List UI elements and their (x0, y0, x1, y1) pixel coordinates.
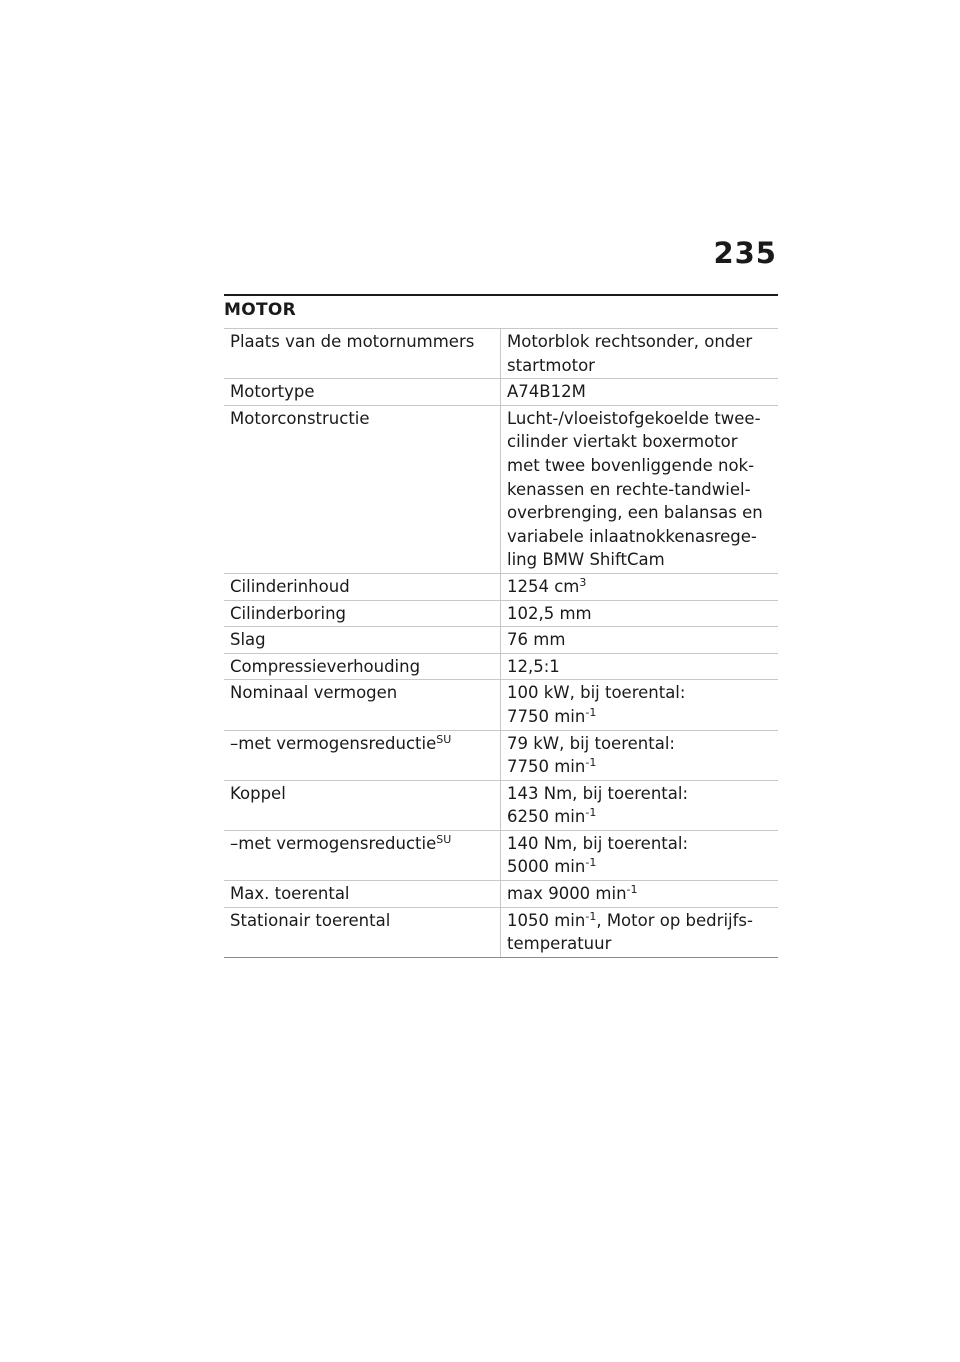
spec-table (224, 328, 778, 958)
row-value: Lucht-/vloeistofgekoelde twee- cilinder viertakt boxermotor met twee bovenliggende nok- kenassen en rechte-tandwiel- overbrenging, een balansas en variabele inlaatnokkenasrege- ling BMW ShiftCam (501, 405, 779, 573)
row-value: 143 Nm, bij toerental: 6250 $\min^{-1}$ (501, 780, 779, 830)
table-row (224, 907, 778, 957)
row-label: –met vermogensreductie$^{SU}$ (224, 730, 501, 780)
row-label: Slag (224, 627, 501, 654)
table-row (224, 329, 778, 379)
row-value: 76 mm (501, 627, 779, 654)
section-title: MOTOR (224, 300, 297, 320)
value-superscript: 3 (579, 575, 587, 589)
row-value: A74B12M (501, 379, 779, 406)
value-superscript: -1 (585, 705, 597, 719)
row-value: 1050 $\min^{-1}$, Motor op bedrijfs- temperatuur (501, 907, 779, 957)
row-value: 12,5:1 (501, 653, 779, 680)
row-value: max 9000 $\min^{-1}$ (501, 881, 779, 908)
table-row (224, 627, 778, 654)
row-label: –met vermogensreductie$^{SU}$ (224, 830, 501, 880)
table-row (224, 379, 778, 406)
table-row (224, 881, 778, 908)
row-label: Plaats van de motornummers (224, 329, 501, 379)
value-superscript: -1 (585, 856, 597, 870)
table-row (224, 600, 778, 627)
table-row (224, 780, 778, 830)
value-superscript: -1 (585, 806, 597, 820)
row-value: Motorblok rechtsonder, onder startmotor (501, 329, 779, 379)
row-value: 100 kW, bij toerental: 7750 $\min^{-1}$ (501, 680, 779, 730)
row-label: Cilinderinhoud (224, 573, 501, 600)
row-label: Koppel (224, 780, 501, 830)
motor-section (224, 294, 778, 958)
table-row (224, 730, 778, 780)
row-label: Motorconstructie (224, 405, 501, 573)
row-value: 1254 $cm^3$ (501, 573, 779, 600)
table-row (224, 405, 778, 573)
page-number: 235 (713, 236, 777, 270)
row-label: Stationair toerental (224, 907, 501, 957)
row-label: Compressieverhouding (224, 653, 501, 680)
row-label: Cilinderboring (224, 600, 501, 627)
row-value: 102,5 mm (501, 600, 779, 627)
value-superscript: -1 (585, 909, 597, 923)
label-superscript: SU (436, 832, 452, 846)
row-label: Nominaal vermogen (224, 680, 501, 730)
table-row (224, 653, 778, 680)
row-value: 79 kW, bij toerental: 7750 $\min^{-1}$ (501, 730, 779, 780)
row-label: Max. toerental (224, 881, 501, 908)
row-label: Motortype (224, 379, 501, 406)
row-value: 140 Nm, bij toerental: 5000 $\min^{-1}$ (501, 830, 779, 880)
table-row (224, 680, 778, 730)
label-superscript: SU (436, 732, 452, 746)
value-superscript: -1 (585, 756, 597, 770)
table-row (224, 830, 778, 880)
table-row (224, 573, 778, 600)
value-superscript: -1 (626, 883, 638, 897)
